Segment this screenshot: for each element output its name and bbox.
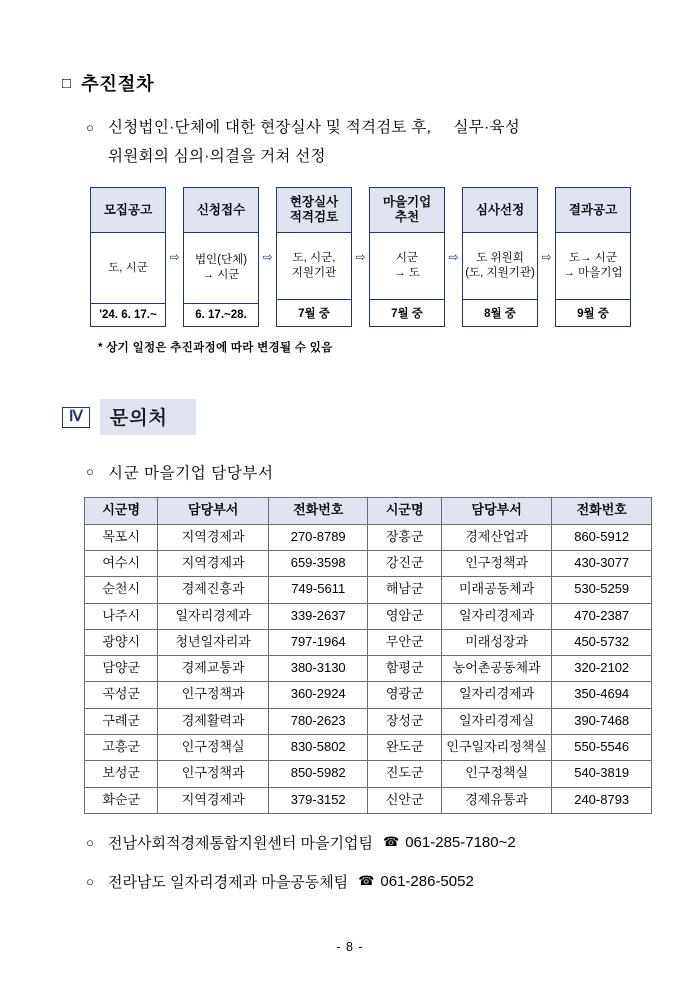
table-cell: 350-4694	[552, 682, 652, 708]
contacts-subtitle	[86, 461, 652, 483]
page-number: - 8 -	[336, 940, 364, 954]
table-cell: 경제진흥과	[158, 577, 269, 603]
flow-step-date: 7월 중	[370, 299, 444, 326]
table-cell: 미래공동체과	[441, 577, 552, 603]
section-title-contacts: 문의처	[100, 399, 196, 435]
contacts-table	[84, 497, 652, 814]
table-row	[85, 524, 652, 550]
process-note: * 상기 일정은 추진과정에 따라 변경될 수 있음	[98, 342, 333, 355]
table-cell: 영암군	[368, 603, 441, 629]
flow-arrow-icon: ⇨	[169, 250, 180, 265]
table-cell: 530-5259	[552, 577, 652, 603]
phone-icon: ☎	[383, 834, 400, 850]
flow-arrow-icon: ⇨	[355, 250, 366, 265]
table-cell: 장성군	[368, 708, 441, 734]
table-cell: 일자리경제실	[441, 708, 552, 734]
table-cell: 659-3598	[268, 550, 368, 576]
table-cell: 780-2623	[268, 708, 368, 734]
table-cell: 인구일자리정책실	[441, 735, 552, 761]
footer-contact-number: 061-285-7180~2	[405, 833, 516, 851]
circle-bullet-icon: ○	[86, 464, 94, 480]
table-row	[85, 629, 652, 655]
table-cell: 일자리경제과	[441, 603, 552, 629]
table-cell: 430-3077	[552, 550, 652, 576]
flow-step-date: 9월 중	[556, 299, 630, 326]
flow-step	[462, 187, 538, 327]
square-bullet-icon: □	[62, 74, 72, 92]
table-row	[85, 550, 652, 576]
table-cell: 나주시	[85, 603, 158, 629]
section-heading-contacts	[62, 399, 652, 435]
flow-step-body: 도 위원회 (도, 지원기관)	[465, 252, 535, 280]
table-cell: 450-5732	[552, 629, 652, 655]
table-cell: 379-3152	[268, 787, 368, 813]
flow-step	[90, 187, 166, 327]
flow-arrow-icon: ⇨	[448, 250, 459, 265]
table-cell: 797-1964	[268, 629, 368, 655]
table-cell: 청년일자리과	[158, 629, 269, 655]
table-cell: 360-2924	[268, 682, 368, 708]
table-cell: 해남군	[368, 577, 441, 603]
flow-step	[276, 187, 352, 327]
footer-contact-item	[86, 832, 652, 853]
table-row	[85, 708, 652, 734]
table-cell: 장흥군	[368, 524, 441, 550]
table-cell: 인구정책과	[441, 550, 552, 576]
flow-step-date: '24. 6. 17.~	[91, 303, 165, 326]
flow-step-date: 8월 중	[463, 299, 537, 326]
flow-step-title: 현장실사 적격검토	[277, 188, 351, 233]
flow-step-title: 모집공고	[91, 188, 165, 233]
circle-bullet-icon: ○	[86, 873, 94, 889]
table-cell: 완도군	[368, 735, 441, 761]
flow-step-title: 신청접수	[184, 188, 258, 233]
table-row	[85, 761, 652, 787]
table-cell: 인구정책실	[158, 735, 269, 761]
table-column-header: 전화번호	[268, 498, 368, 524]
table-cell: 함평군	[368, 656, 441, 682]
table-cell: 보성군	[85, 761, 158, 787]
table-cell: 경제활력과	[158, 708, 269, 734]
table-cell: 830-5802	[268, 735, 368, 761]
table-cell: 470-2387	[552, 603, 652, 629]
table-cell: 경제산업과	[441, 524, 552, 550]
table-cell: 곡성군	[85, 682, 158, 708]
phone-icon: ☎	[358, 873, 375, 889]
flow-step	[183, 187, 259, 327]
process-description-text-1-tail: 실무·육성	[453, 119, 521, 136]
table-cell: 경제유통과	[441, 787, 552, 813]
table-cell: 여수시	[85, 550, 158, 576]
footer-contact-label: 전남사회적경제통합지원센터 마을기업팀	[108, 834, 373, 852]
flow-step-title: 심사선정	[463, 188, 537, 233]
circle-bullet-icon: ○	[86, 834, 94, 850]
table-cell: 380-3130	[268, 656, 368, 682]
process-flow-chart	[90, 187, 652, 327]
table-cell: 순천시	[85, 577, 158, 603]
table-cell: 지역경제과	[158, 524, 269, 550]
section-title: 추진절차	[81, 74, 155, 94]
process-description-line-2	[86, 143, 652, 172]
table-cell: 540-3819	[552, 761, 652, 787]
footer-contact-list	[48, 832, 652, 892]
table-cell: 화순군	[85, 787, 158, 813]
table-header-row	[85, 498, 652, 524]
flow-step-title: 결과공고	[556, 188, 630, 233]
circle-bullet-icon: ○	[86, 120, 94, 135]
table-cell: 경제교통과	[158, 656, 269, 682]
section-number-badge: Ⅳ	[62, 407, 90, 429]
table-cell: 신안군	[368, 787, 441, 813]
flow-arrow-icon: ⇨	[262, 250, 273, 265]
table-cell: 550-5546	[552, 735, 652, 761]
table-column-header: 전화번호	[552, 498, 652, 524]
table-cell: 미래성장과	[441, 629, 552, 655]
table-cell: 860-5912	[552, 524, 652, 550]
table-cell: 320-2102	[552, 656, 652, 682]
table-cell: 일자리경제과	[158, 603, 269, 629]
flow-step-body: 시군 → 도	[394, 252, 420, 280]
flow-step	[555, 187, 631, 327]
process-description-line-1	[86, 114, 652, 143]
table-cell: 고흥군	[85, 735, 158, 761]
footer-contact-item	[86, 871, 652, 892]
table-cell: 인구정책과	[158, 761, 269, 787]
table-cell: 240-8793	[552, 787, 652, 813]
table-cell: 390-7468	[552, 708, 652, 734]
table-cell: 진도군	[368, 761, 441, 787]
flow-step-body: 도, 시군, 지원기관	[291, 252, 337, 280]
table-row	[85, 577, 652, 603]
footer-contact-label: 전라남도 일자리경제과 마을공동체팀	[108, 873, 349, 891]
flow-step-date: 6. 17.~28.	[184, 303, 258, 326]
table-row	[85, 787, 652, 813]
table-row	[85, 735, 652, 761]
table-row	[85, 656, 652, 682]
section-heading-process	[62, 70, 652, 96]
table-cell: 339-2637	[268, 603, 368, 629]
process-description-text-2: 위원회의 심의·의결을 거쳐 선정	[108, 147, 326, 165]
flow-step-body: 법인(단체) → 시군	[194, 254, 248, 282]
contacts-subtitle-text: 시군 마을기업 담당부서	[108, 465, 274, 483]
table-cell: 영광군	[368, 682, 441, 708]
flow-step	[369, 187, 445, 327]
table-cell: 광양시	[85, 629, 158, 655]
table-cell: 지역경제과	[158, 550, 269, 576]
flow-arrow-icon: ⇨	[541, 250, 552, 265]
table-cell: 농어촌공동체과	[441, 656, 552, 682]
table-cell: 구례군	[85, 708, 158, 734]
table-cell: 담양군	[85, 656, 158, 682]
table-body	[85, 524, 652, 813]
table-cell: 인구정책실	[441, 761, 552, 787]
table-cell: 무안군	[368, 629, 441, 655]
table-column-header: 담당부서	[441, 498, 552, 524]
table-row	[85, 603, 652, 629]
footer-contact-number: 061-286-5052	[380, 872, 474, 890]
table-cell: 지역경제과	[158, 787, 269, 813]
table-cell: 목포시	[85, 524, 158, 550]
table-cell: 일자리경제과	[441, 682, 552, 708]
table-column-header: 시군명	[368, 498, 441, 524]
process-description-text-1: 신청법인·단체에 대한 현장실사 및 적격검토 후,	[108, 119, 432, 136]
table-cell: 850-5982	[268, 761, 368, 787]
flow-step-body: 도→ 시군 → 마을기업	[563, 252, 623, 280]
table-column-header: 시군명	[85, 498, 158, 524]
flow-step-body: 도, 시군	[108, 261, 148, 274]
table-cell: 강진군	[368, 550, 441, 576]
table-cell: 인구정책과	[158, 682, 269, 708]
table-column-header: 담당부서	[158, 498, 269, 524]
flow-step-date: 7월 중	[277, 299, 351, 326]
spacer	[86, 143, 108, 145]
table-row	[85, 682, 652, 708]
table-cell: 270-8789	[268, 524, 368, 550]
flow-step-title: 마을기업 추천	[370, 188, 444, 233]
table-cell: 749-5611	[268, 577, 368, 603]
